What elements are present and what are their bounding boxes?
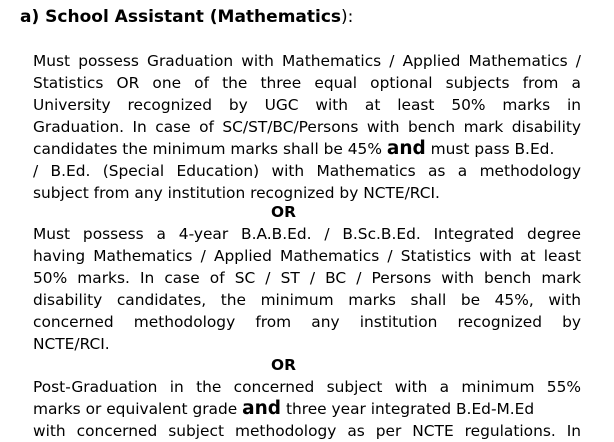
p1-l5-text-c: must pass B.Ed.	[430, 140, 555, 158]
paragraph-3-line-2	[33, 398, 581, 420]
paragraph-2-line-5: concerned methodology from any institution recognized by	[33, 313, 581, 331]
or-separator-1: OR	[271, 203, 296, 221]
paragraph-2-line-3: 50% marks. In case of SC / ST / BC / Persons with bench mark	[33, 269, 581, 287]
heading-title: a) School Assistant (Mathematics	[20, 7, 342, 27]
paragraph-2-line-2: having Mathematics / Applied Mathematics / Statistics with at least	[33, 247, 581, 265]
p3-l2-text-a: marks or equivalent grade	[33, 400, 238, 418]
section-heading	[20, 6, 353, 28]
paragraph-1-line-6: / B.Ed. (Special Education) with Mathematics as a methodology	[33, 162, 581, 180]
paragraph-2-line-4: disability candidates, the minimum marks shall be 45%, with	[33, 291, 581, 309]
paragraph-2-line-1: Must possess a 4-year B.A.B.Ed. / B.Sc.B.Ed. Integrated degree	[33, 225, 581, 243]
p1-l5-emphasis-and: and	[386, 138, 426, 159]
paragraph-1-line-7: subject from any institution recognized by NCTE/RCI.	[33, 184, 440, 202]
p3-l2-text-c: three year integrated B.Ed-M.Ed	[285, 400, 535, 418]
or-separator-2: OR	[271, 356, 296, 374]
paragraph-3-line-3: with concerned subject methodology as per NCTE regulations. In	[33, 422, 581, 440]
paragraph-1-line-4: Graduation. In case of SC/ST/BC/Persons with bench mark disability	[33, 118, 581, 136]
paragraph-1-line-2: Statistics OR one of the three equal optional subjects from a	[33, 74, 581, 92]
paragraph-1-line-3: University recognized by UGC with at least 50% marks in	[33, 96, 581, 114]
p3-l2-emphasis-and: and	[242, 398, 282, 419]
paragraph-3-line-1: Post-Graduation in the concerned subject with a minimum 55%	[33, 378, 581, 396]
heading-suffix: ):	[341, 7, 354, 27]
paragraph-2-line-6: NCTE/RCI.	[33, 335, 110, 353]
p1-l5-text-a: candidates the minimum marks shall be 45%	[33, 140, 382, 158]
paragraph-1-line-5	[33, 138, 581, 160]
paragraph-1-line-1: Must possess Graduation with Mathematics / Applied Mathematics /	[33, 52, 581, 70]
